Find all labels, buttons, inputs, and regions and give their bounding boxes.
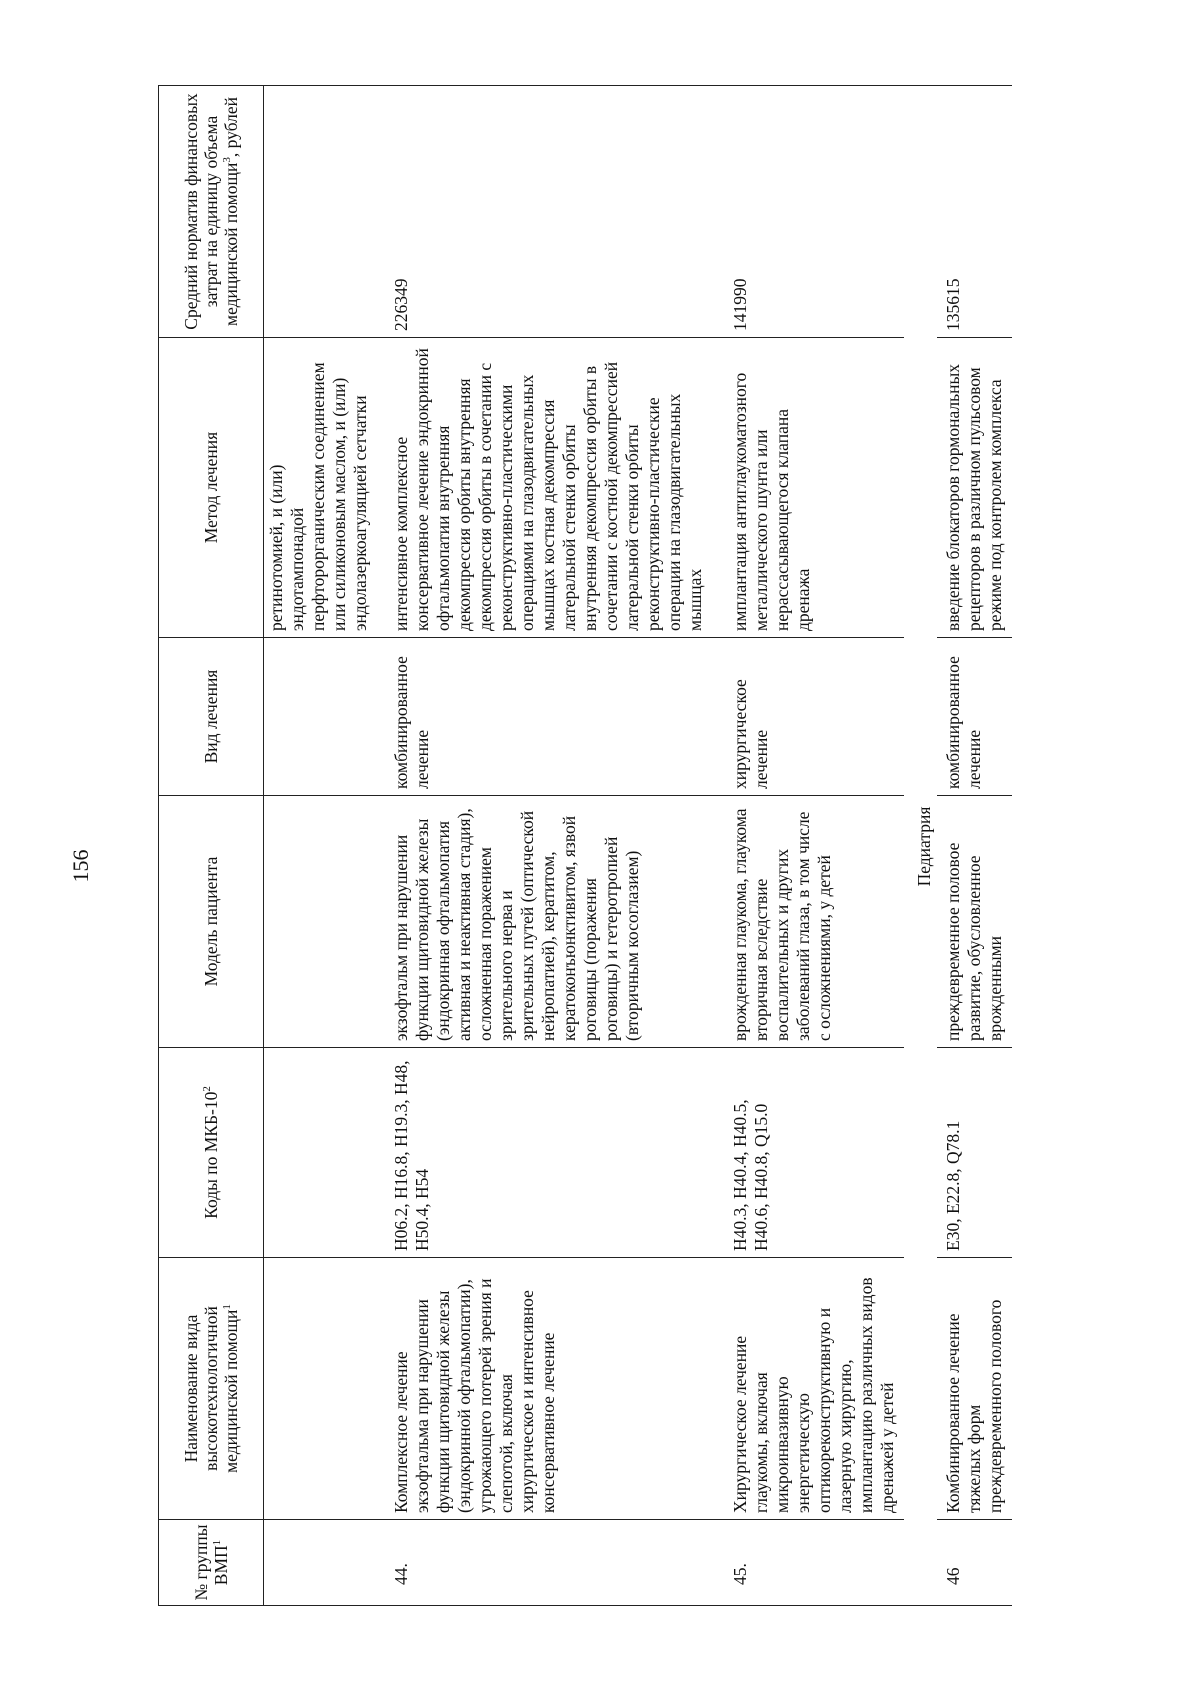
cell-name: Комплексное лечение экзофтальма при нарушении функции щитовидной железы (эндокринной офтальмопатии), угрожающего потерей зрения и слепотой, включая хирургическое и интенсивное консервативное лечение: [385, 1258, 724, 1520]
cell-method: введение блокаторов гормональных рецепторов в различном пульсовом режиме под контролем комплекса: [937, 338, 1012, 638]
section-title: Педиатрия: [904, 86, 937, 1606]
cell-method: имплантация антиглаукоматозного металлического шунта или нерассасывающегося клапана дренажа: [724, 338, 904, 638]
header-type: Вид лечения: [159, 638, 264, 796]
cell-method: ретинотомией, и (или) эндотампонадой перфторорганическим соединением или силиконовым маслом, и (или) эндолазеркоагуляцией сетчатки: [264, 338, 386, 638]
cell-cost: 141990: [724, 86, 904, 338]
cell-codes: H40.3, H40.4, H40.5, H40.6, H40.8, Q15.0: [724, 1048, 904, 1258]
header-method: Метод лечения: [159, 338, 264, 638]
header-codes: Коды по МКБ-$10^2$: [159, 1048, 264, 1258]
header-cost: Средний норматив финансовых затрат на единицу объема медицинской помощи$^3$, рублей: [159, 86, 264, 338]
table-row: [937, 86, 1012, 1606]
cell-name: Комбинированное лечение тяжелых форм преждевременного полового: [937, 1258, 1012, 1520]
cell-method: интенсивное комплексное консервативное лечение эндокринной офтальмопатии внутренняя декомпрессия орбиты внутренняя декомпрессия орбиты в сочетании с реконструктивно-пластическими операциями на глазодвигательных мышцах костная декомпрессия латеральной стенки орбиты внутренняя декомпрессия орбиты в сочетании с костной декомпрессией латеральной стенки орбиты реконструктивно-пластические операции на глазодвигательных мышцах: [385, 338, 724, 638]
cell-codes: H06.2, H16.8, H19.3, H48, H50.4, H54: [385, 1048, 724, 1258]
table-row: [724, 86, 904, 1606]
cell-type: комбинированное лечение: [385, 638, 724, 796]
cell-cost: 226349: [385, 86, 724, 338]
page-number: 156: [68, 849, 93, 883]
vmp-table: [158, 85, 1012, 1606]
cell-model: экзофтальм при нарушении функции щитовидной железы (эндокринная офтальмопатия активная и неактивная стадия), осложненная поражением зрительного нерва и зрительных путей (оптической нейропатией), кератитом, кератоконъюнктивитом, язвой роговицы (поражения роговицы) и гетеротропией (вторичным косоглазием): [385, 796, 724, 1048]
table-row: [385, 86, 724, 1606]
header-name: Наименование вида высокотехнологичной медицинской помощи$^1$: [159, 1258, 264, 1520]
section-row: [904, 86, 937, 1606]
header-num: № группы ВМП$^1$: [159, 1520, 264, 1606]
cell-cost: 135615: [937, 86, 1012, 338]
cell-name: Хирургическое лечение глаукомы, включая микроинвазивную энергетическую оптикореконструктивную и лазерную хирургию, имплантацию различных видов дренажей у детей: [724, 1258, 904, 1520]
cell-num: 44.: [385, 1520, 724, 1606]
cell-type: комбинированное лечение: [937, 638, 1012, 796]
header-model: Модель пациента: [159, 796, 264, 1048]
cell-type: хирургическое лечение: [724, 638, 904, 796]
cell-num: 45.: [724, 1520, 904, 1606]
header-row: [159, 86, 264, 1606]
cell-num: 46: [937, 1520, 1012, 1606]
cell-codes: E30, E22.8, Q78.1: [937, 1048, 1012, 1258]
cell-model: преждевременное половое развитие, обусловленное врожденными: [937, 796, 1012, 1048]
continuation-row: [264, 86, 386, 1606]
cell-model: врожденная глаукома, глаукома вторичная вследствие воспалительных и других заболеваний глаза, в том числе с осложнениями, у детей: [724, 796, 904, 1048]
